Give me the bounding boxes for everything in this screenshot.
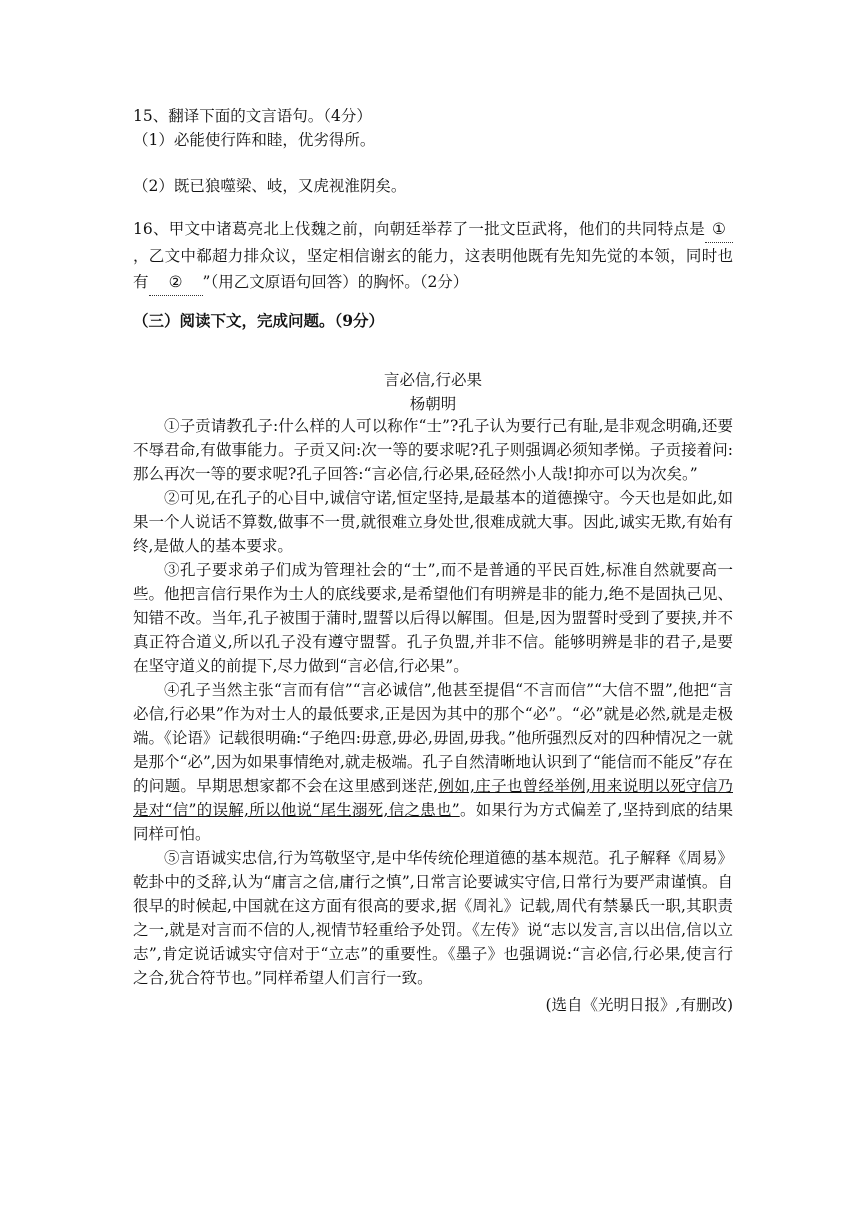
- article-body: [133, 414, 733, 1020]
- paragraph-4-text-a: ④孔子当然主张“言而有信”“言必诚信”,他甚至提倡“不言而信”“大信不盟”,他把“言必信,行必果”作为对士人的最低要求,正是因为其中的那个“必”。“必”就是必然,就是走极端。《论语》记载很明确:“子绝四:毋意,毋必,毋固,毋我。”他所强烈反对的四种情况之一就是那个“必”,因为如果事情绝对,就走极端。孔子自然清晰地认识到了“能信而不能反”存在的问题。早期思想家都不会在这里感到迷茫,: [133, 681, 733, 795]
- article-title: 言必信,行必果: [384, 371, 482, 389]
- question-15-item-1: （1）必能使行阵和睦，优劣得所。: [133, 131, 376, 149]
- paragraph-4: [133, 678, 733, 846]
- question-15-title: 15、翻译下面的文言语句。（4分）: [133, 107, 372, 125]
- question-16-text-1: 16、甲文中诸葛亮北上伐魏之前，向朝廷举荐了一批文臣武将，他们的共同特点是: [133, 220, 705, 238]
- question-15-item-2: （2）既已狼噬梁、岐，又虎视淮阴矣。: [133, 177, 407, 195]
- section-3-heading: （三）阅读下文，完成问题。（9分）: [133, 311, 385, 330]
- paragraph-3: ③孔子要求弟子们成为管理社会的“士”,而不是普通的平民百姓,标准自然就要高一些。他把言信行果作为士人的底线要求,是希望他们有明辨是非的能力,绝不是固执己见、知错不改。当年,孔子被围于蒲时,盟誓以后得以解围。但是,因为盟誓时受到了要挟,并不真正符合道义,所以孔子没有遵守盟誓。孔子负盟,并非不信。能够明辨是非的君子,是要在坚守道义的前提下,尽力做到“言必信,行必果”。: [133, 561, 733, 675]
- paragraph-4-text-b: 。如果行为方式偏差了,坚持到底的结果同样可怕。: [133, 801, 733, 843]
- underlined-sentence: 例如,庄子也曾经举例,用来说明以死守信乃是对“信”的误解,所以他说“尾生溺死,信之患也”: [133, 777, 733, 819]
- paragraph-5: ⑤言语诚实忠信,行为笃敬坚守,是中华传统伦理道德的基本规范。孔子解释《周易》乾卦中的爻辞,认为“庸言之信,庸行之慎”,日常言论要诚实守信,日常行为要严肃谨慎。自很早的时候起,中国就在这方面有很高的要求,据《周礼》记载,周代有禁暴氏一职,其职责之一,就是对言而不信的人,视情节轻重给予处罚。《左传》说“志以发言,言以出信,信以立志”,肯定说话诚实守信对于“立志”的重要性。《墨子》也强调说:“言必信,行必果,使言行之合,犹合符节也。”同样希望人们言行一致。: [133, 849, 733, 987]
- source-note: (选自《光明日报》,有删改): [545, 996, 733, 1014]
- question-16: [133, 216, 733, 296]
- question-16-text-3: ”（用乙文原语句回答）的胸怀。（2分）: [202, 273, 469, 291]
- answer-blank-1[interactable]: ①: [705, 216, 733, 243]
- article-author: 杨朝明: [409, 395, 457, 413]
- answer-blank-2[interactable]: ②: [149, 269, 203, 296]
- paragraph-2: ②可见,在孔子的心目中,诚信守诺,恒定坚持,是最基本的道德操守。今天也是如此,如果一个人说话不算数,做事不一贯,就很难立身处世,很难成就大事。因此,诚实无欺,有始有终,是做人的基本要求。: [133, 489, 733, 555]
- paragraph-1: ①子贡请教孔子:什么样的人可以称作“士”?孔子认为要行己有耻,是非观念明确,还要不辱君命,有做事能力。子贡又问:次一等的要求呢?孔子则强调必须知孝悌。子贡接着问:那么再次一等的要求呢?孔子回答:“言必信,行必果,硁硁然小人哉!抑亦可以为次矣。”: [133, 417, 733, 483]
- question-16-text-2: ，乙文中郗超力排众议，坚定相信谢玄的能力，这表明他既有先知先觉的本领，同时也有: [133, 247, 733, 291]
